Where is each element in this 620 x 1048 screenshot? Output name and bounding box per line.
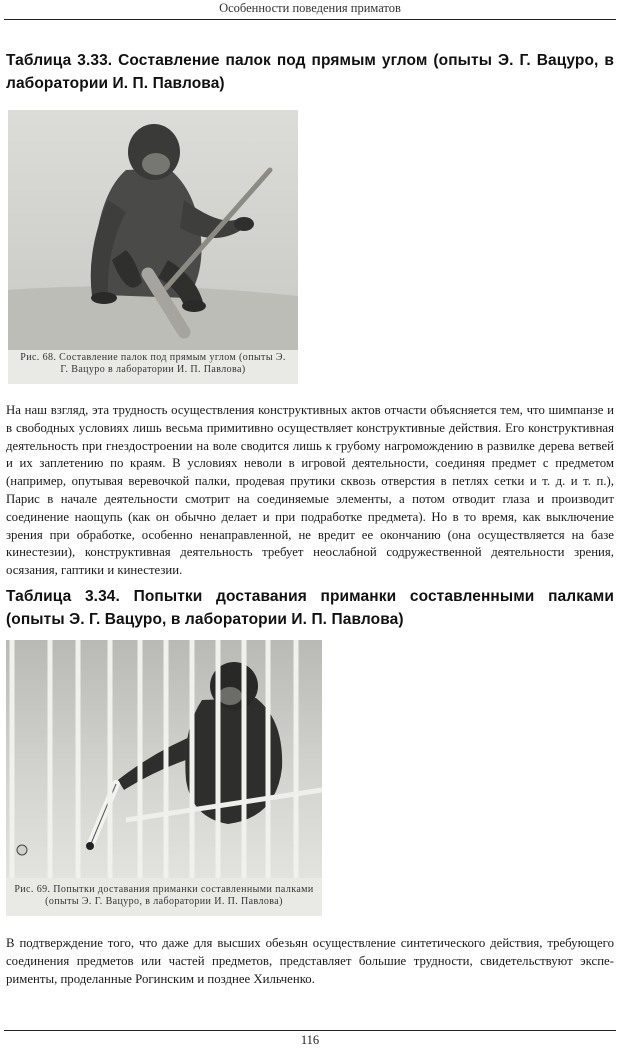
- header-rule: [4, 19, 616, 20]
- figure-68: [8, 110, 298, 384]
- body-paragraph-2: В подтверждение того, что даже для высших обезьян осуществление синтетического действия, требующего соединения предметов или частей предметов, представляет большие трудности, свидетельствуют эксперименты, проделанные Рогинским и позднее Хильченко.: [6, 936, 614, 986]
- chimpanzee-behind-bars-photo: [6, 640, 322, 878]
- chimpanzee-with-sticks-photo: [8, 110, 298, 350]
- page-number: 116: [300, 1033, 320, 1047]
- footer-rule: [4, 1030, 616, 1031]
- figure-69-caption: Рис. 69. Попытки доставания приманки составленными палками (опыты Э. Г. Вацуро, в лаборатории И. П. Павлова): [14, 884, 314, 907]
- figure-68-caption: Рис. 68. Составление палок под прямым углом (опыты Э. Г. Вацуро в лаборатории И. П. Павлова): [20, 352, 286, 375]
- body-paragraph-1: На наш взгляд, эта трудность осуществления конструктивных актов отчасти объясняется тем, что шимпанзе и в свободных условиях лишь весьма примитивно осуществляет конструктивные действия. Его конструктивная деятельность при гнездостроении на воле сводится лишь к грубому нагромождению в развилке дерева ветвей и их заплетению по краям. В условиях неволи в игровой деятельности, соединяя предмет с предметом (например, опутывая веревочкой палки, продевая прутики сквозь отверстия в петлях сетки и т. д. и т. п.), Парис в начале деятельности смотрит на соединяемые элементы, а потом отводит глаза и производит соединение наощупь (как он обычно делает и при подработке предмета). Но в то время, как выключение зрения при обработке, особенно ненаправленной, не вредит ее окончанию (она осуществляется на базе кинестезии), конструктивная деятельность требует неослабной содружественной деятельности зрения, осязания, гаптики и кинестезии.: [6, 403, 614, 578]
- table-3-34-heading: Таблица 3.34. Попытки доставания приманки составленными палками (опыты Э. Г. Вацуро, в лаборатории И. П. Павлова): [6, 588, 614, 628]
- figure-69: [6, 640, 322, 916]
- running-head: Особенности поведения приматов: [219, 1, 401, 15]
- table-3-33-heading: Таблица 3.33. Составление палок под прямым углом (опыты Э. Г. Вацуро, в лаборатории И. П. Павлова): [6, 52, 614, 92]
